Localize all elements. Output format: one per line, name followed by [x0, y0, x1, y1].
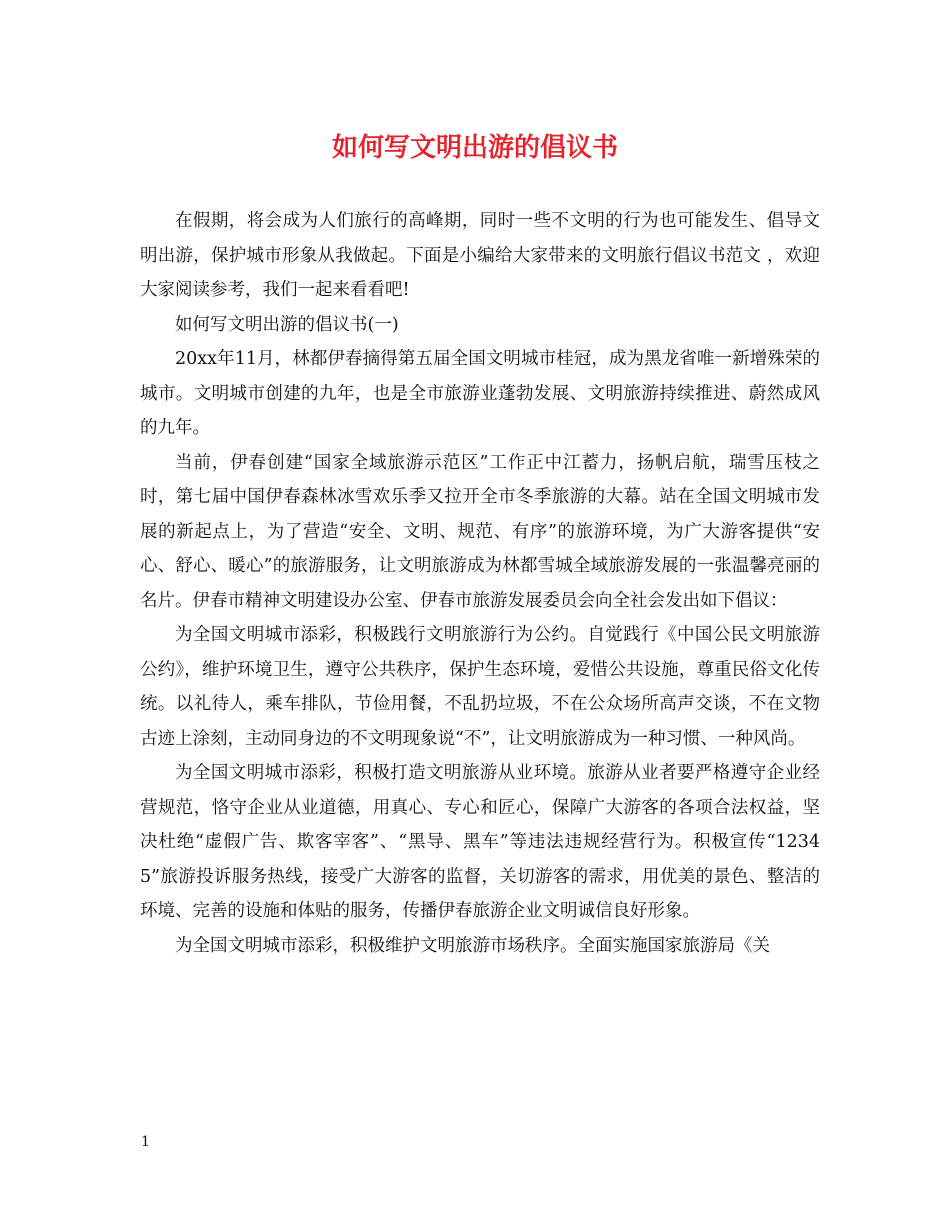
paragraph-intro: 在假期，将会成为人们旅行的高峰期，同时一些不文明的行为也可能发生、倡导文明出游，保护城市形象从我做起。下面是小编给大家带来的文明旅行倡议书范文 ，欢迎大家阅读参考，我们一起来看看吧!: [140, 211, 820, 300]
document-body: [140, 204, 820, 963]
page-number: 1: [141, 1134, 150, 1150]
paragraph-initiative-1: 为全国文明城市添彩，积极践行文明旅游行为公约。自觉践行《中国公民文明旅游公约》，维护环境卫生，遵守公共秩序，保护生态环境，爱惜公共设施，尊重民俗文化传统。以礼待人，乘车排队，节俭用餐，不乱扔垃圾，不在公众场所高声交谈，不在文物古迹上涂刻，主动同身边的不文明现象说“不”，让文明旅游成为一种习惯、一种风尚。: [140, 625, 820, 749]
paragraph-section-heading: 如何写文明出游的倡议书(一): [175, 314, 399, 335]
paragraph-current-situation: 当前，伊春创建“国家全域旅游示范区”工作正中江蓄力，扬帆启航，瑞雪压枝之时，第七届中国伊春森林冰雪欢乐季又拉开全市冬季旅游的大幕。站在全国文明城市发展的新起点上，为了营造“安全、文明、规范、有序”的旅游环境，为广大游客提供“安心、舒心、暖心”的旅游服务，让文明旅游成为林都雪城全域旅游发展的一张温馨亮丽的名片。伊春市精神文明建设办公室、伊春市旅游发展委员会向全社会发出如下倡议：: [140, 452, 820, 611]
paragraph-background: 20xx年11月，林都伊春摘得第五届全国文明城市桂冠，成为黑龙省唯一新增殊荣的城市。文明城市创建的九年，也是全市旅游业蓬勃发展、文明旅游持续推进、蔚然成风的九年。: [140, 349, 820, 438]
paragraph-initiative-2: 为全国文明城市添彩，积极打造文明旅游从业环境。旅游从业者要严格遵守企业经营规范，恪守企业从业道德，用真心、专心和匠心，保障广大游客的各项合法权益，坚决杜绝“虚假广告、欺客宰客”、“黑导、黑车”等违法违规经营行为。积极宣传“12345”旅游投诉服务热线，接受广大游客的监督，关切游客的需求，用优美的景色、整洁的环境、完善的设施和体贴的服务，传播伊春旅游企业文明诚信良好形象。: [140, 763, 820, 921]
paragraph-initiative-3: 为全国文明城市添彩，积极维护文明旅游市场秩序。全面实施国家旅游局《关: [175, 935, 770, 956]
document-title: 如何写文明出游的倡议书: [331, 133, 618, 163]
